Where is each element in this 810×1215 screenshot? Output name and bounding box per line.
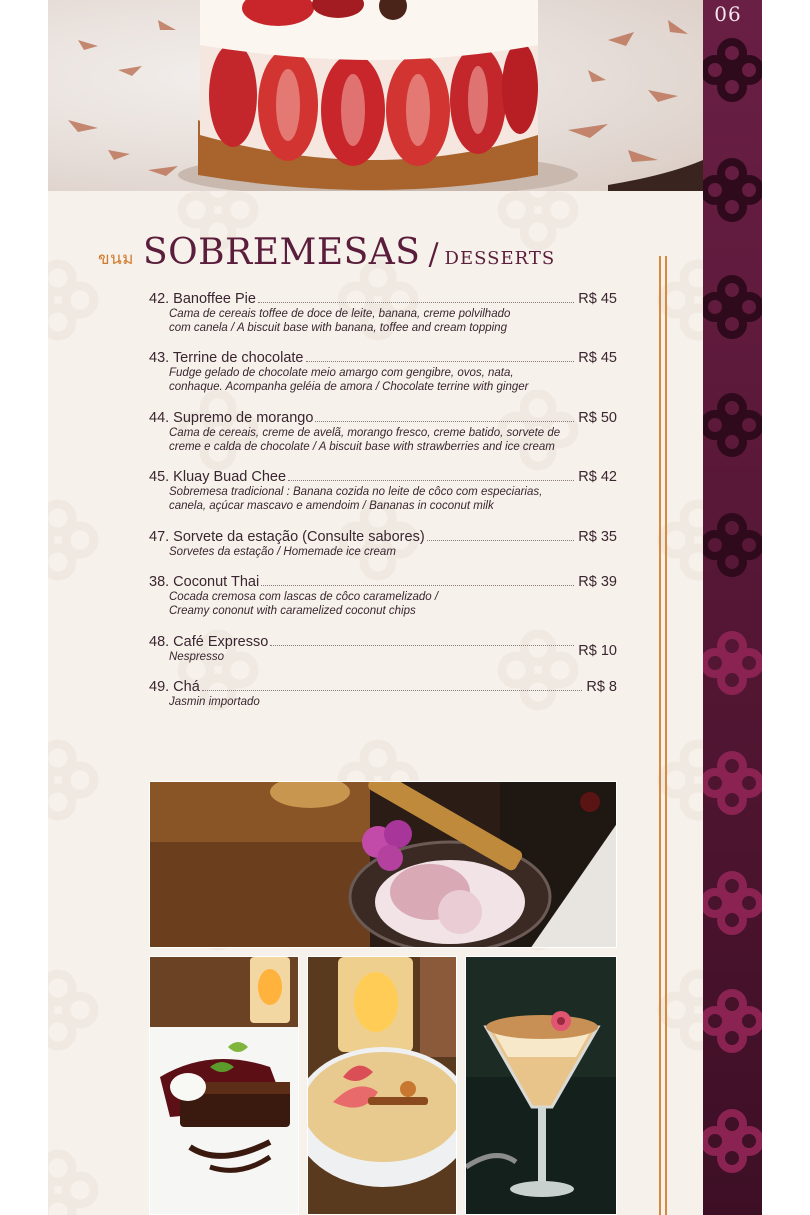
photo-ice-cream-dessert <box>149 781 617 948</box>
description-line: Jasmin importado <box>169 696 260 708</box>
description-line: Nespresso <box>169 651 224 663</box>
section-heading <box>98 232 555 273</box>
description-line: canela, açúcar mascavo e amendoim / Bananas in coconut milk <box>169 500 494 512</box>
leader-dots <box>202 690 583 691</box>
description-line: Cama de cereais toffee de doce de leite, banana, creme polvilhado <box>169 308 511 320</box>
description-line: creme e calda de chocolate / A biscuit base with strawberries and ice cream <box>169 441 555 453</box>
item-price: R$ 50 <box>578 410 617 426</box>
item-name: 44. Supremo de morango <box>149 410 314 426</box>
item-name: 43. Terrine de chocolate <box>149 350 304 366</box>
menu-item <box>149 469 617 513</box>
leader-dots <box>315 421 574 422</box>
item-price: R$ 45 <box>578 350 617 366</box>
item-price: R$ 8 <box>586 679 617 695</box>
item-price: R$ 10 <box>578 643 617 659</box>
item-price: R$ 39 <box>578 574 617 590</box>
page-number: 06 <box>714 2 742 26</box>
photo-banoffee-glass <box>465 956 617 1215</box>
description-line: Creamy cononut with caramelized coconut chips <box>169 605 416 617</box>
photo-chocolate-terrine <box>149 956 299 1215</box>
decorative-side-band <box>703 0 762 1215</box>
description-line: Sorvetes da estação / Homemade ice cream <box>169 546 396 558</box>
menu-item <box>149 574 617 618</box>
item-description <box>169 650 609 664</box>
item-price: R$ 45 <box>578 291 617 307</box>
menu-item <box>149 410 617 454</box>
menu-item <box>149 634 617 664</box>
description-line: Sobremesa tradicional : Banana cozida no leite de côco com especiarias, <box>169 486 543 498</box>
item-price: R$ 42 <box>578 469 617 485</box>
menu-item <box>149 679 617 709</box>
item-description <box>169 366 609 394</box>
description-line: Fudge gelado de chocolate meio amargo com gengibre, ovos, nata, <box>169 367 514 379</box>
item-description <box>169 695 609 709</box>
heading-slash: / <box>428 237 439 272</box>
item-name: 49. Chá <box>149 679 200 695</box>
item-name: 45. Kluay Buad Chee <box>149 469 287 485</box>
heading-thai-word: ขนม <box>98 249 134 269</box>
heading-subtitle: DESSERTS <box>444 248 556 269</box>
item-name: 38. Coconut Thai <box>149 574 260 590</box>
leader-dots <box>270 645 574 646</box>
leader-dots <box>288 480 574 481</box>
menu-item <box>149 350 617 394</box>
description-line: com canela / A biscuit base with banana, toffee and cream topping <box>169 322 507 334</box>
item-name: 48. Café Expresso <box>149 634 269 650</box>
description-line: Cocada cremosa com lascas de côco caramelizado / <box>169 591 439 603</box>
description-line: Cama de cereais, creme de avelã, morango fresco, creme batido, sorvete de <box>169 427 561 439</box>
menu-item <box>149 529 617 559</box>
gold-divider-line <box>665 256 667 1215</box>
leader-dots <box>261 585 574 586</box>
menu-item <box>149 291 617 335</box>
gold-divider-line <box>659 256 661 1215</box>
item-description <box>169 590 609 618</box>
photo-coconut-thai <box>307 956 457 1215</box>
menu-page <box>48 0 762 1215</box>
description-line: conhaque. Acompanha geléia de amora / Chocolate terrine with ginger <box>169 381 529 393</box>
hero-photo-strawberry-cake <box>48 0 703 191</box>
item-price: R$ 35 <box>578 529 617 545</box>
item-description <box>169 426 609 454</box>
leader-dots <box>306 361 575 362</box>
item-description <box>169 485 609 513</box>
item-name: 47. Sorvete da estação (Consulte sabores) <box>149 529 425 545</box>
heading-title: SOBREMESAS <box>142 232 421 273</box>
item-name: 42. Banoffee Pie <box>149 291 256 307</box>
item-description <box>169 545 609 559</box>
leader-dots <box>258 302 574 303</box>
item-description <box>169 307 609 335</box>
leader-dots <box>427 540 575 541</box>
